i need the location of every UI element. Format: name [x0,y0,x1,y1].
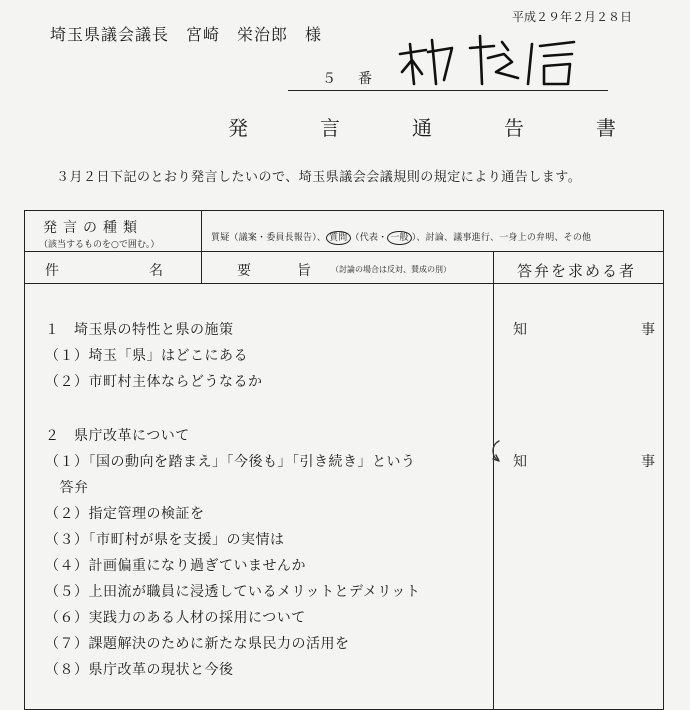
document-title: 発 言 通 告 書 [228,116,642,140]
option-text: 質疑（議案・委員長報告）、 [211,233,327,243]
speech-type-label: 発言の種類 [43,220,143,236]
signature-underline [288,90,608,91]
list-item: （５）上田流が職員に浸透しているメリットとデメリット [45,584,421,600]
row-divider [25,283,663,284]
list-item: ２ 県庁改革について [45,428,190,444]
addressee: 埼玉県議会議長 宮崎 栄治郎 様 [50,25,323,44]
notice-form-table [24,210,664,710]
list-item: （１）「国の動向を踏まえ」「今後も」「引き続き」という [45,454,416,470]
option-text: ）、討論、議事進行、一身上の弁明、その他 [411,233,592,243]
list-item: 答弁 [45,480,89,496]
list-item: （８）県庁改革の現状と今後 [45,662,234,678]
list-item: （３）「市町村が県を支援」の実情は [45,532,285,548]
column-header-item: 件名 [45,263,253,279]
list-item: （２）指定管理の検証を [45,506,205,522]
speech-type-options [211,230,591,245]
column-header-respondent: 答弁を求める者 [517,262,637,280]
list-item: （６）実践力のある人材の採用について [45,610,306,626]
list-item: （４）計画偏重になり過ぎていませんか [45,558,306,574]
selected-general-option: 一般 [387,231,411,245]
respondent-title-right: 事 [641,322,655,338]
selected-question-option: 質問 [326,231,350,245]
option-text: （代表・ [350,233,388,243]
respondent-title-left: 知 [513,454,527,470]
list-item: （１）埼玉「県」はどこにある [45,348,248,364]
respondent-title-left: 知 [513,322,527,338]
handwritten-arrow-icon [487,439,505,470]
col-divider [493,251,494,709]
member-seat-number: ５ 番 [322,71,376,87]
row-divider [25,251,663,252]
submission-date: 平成２９年２月２８日 [512,10,633,24]
column-header-gist-note: （討論の場合は反対、賛成の別） [331,265,451,274]
list-item: １ 埼玉県の特性と県の施策 [45,322,234,338]
column-header-gist: 要旨 [237,263,357,279]
list-item: （２）市町村主体ならどうなるか [45,374,263,390]
speech-type-hint: （該当するものを○で囲む。） [39,240,160,250]
intro-statement: ３月２日下記のとおり発言したいので、埼玉県議会会議規則の規定により通告します。 [56,170,582,185]
handwritten-signature [392,28,592,92]
list-item: （７）課題解決のために新たな県民力の活用を [45,636,350,652]
respondent-title-right: 事 [641,454,655,470]
